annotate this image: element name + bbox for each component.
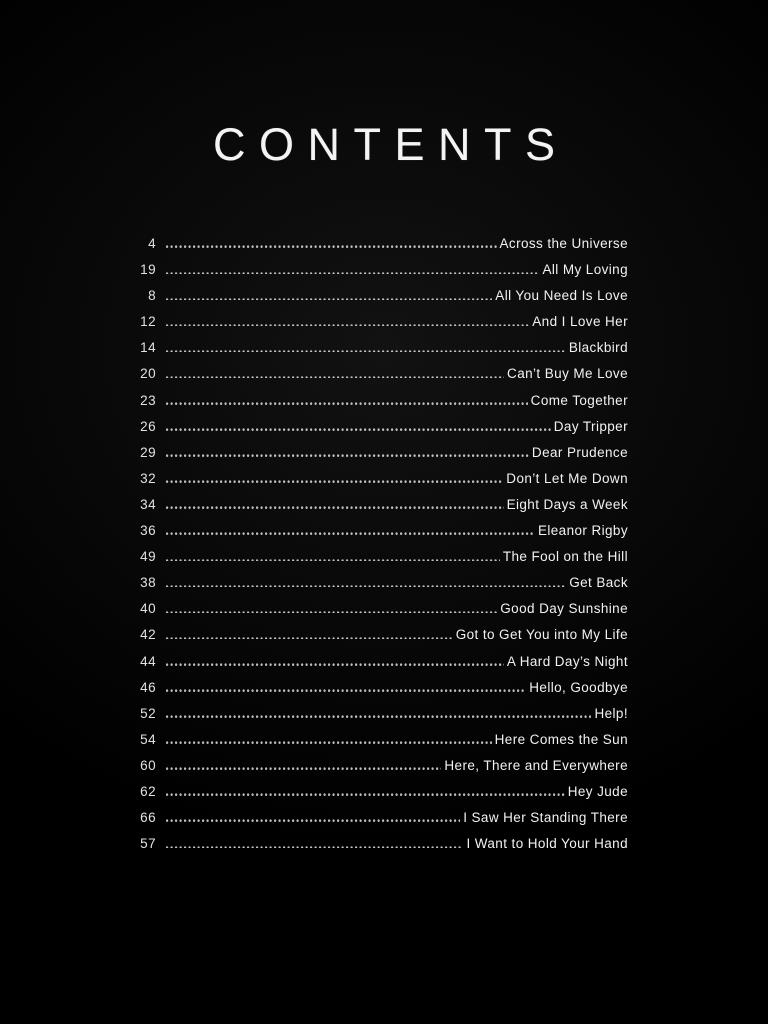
toc-page-number: 12: [140, 314, 156, 330]
dot-leader: [166, 298, 492, 301]
song-title: Don’t Let Me Down: [506, 470, 628, 486]
contents-title: CONTENTS: [213, 119, 569, 170]
toc-row: [130, 283, 628, 309]
dot-leader: [166, 402, 528, 405]
song-title: Eleanor Rigby: [537, 523, 628, 539]
toc-row: [130, 753, 628, 779]
song-title: Across the Universe: [499, 236, 628, 251]
song-title: All You Need Is Love: [495, 288, 628, 304]
dot-leader: [166, 428, 551, 431]
dot-leader: [166, 532, 535, 535]
dot-leader: [166, 585, 566, 588]
toc-page-number: 49: [140, 549, 156, 565]
dot-leader: [166, 324, 529, 327]
dot-leader: [166, 793, 565, 796]
toc-list: [130, 231, 628, 857]
toc-row: [130, 335, 628, 361]
dot-leader: [166, 846, 463, 849]
song-title: Got to Get You into My Life: [455, 627, 628, 643]
toc-page-number: 36: [140, 523, 156, 539]
dot-leader: [166, 741, 492, 744]
toc-page-number: 52: [140, 705, 156, 721]
song-title: Help!: [594, 705, 628, 721]
toc-page-number: 40: [140, 601, 156, 617]
song-title: All My Loving: [542, 262, 628, 278]
toc-page-number: 57: [140, 836, 156, 852]
dot-leader: [166, 376, 504, 379]
toc-row: [130, 570, 628, 596]
toc-page-number: 26: [140, 418, 156, 434]
toc-row: [130, 518, 628, 544]
toc-row: [130, 231, 628, 257]
dot-leader: [166, 350, 566, 353]
song-title: A Hard Day’s Night: [506, 653, 628, 669]
toc-page-number: 60: [140, 757, 156, 773]
toc-row: [130, 440, 628, 466]
toc-row: [130, 466, 628, 492]
dot-leader: [166, 689, 526, 692]
dot-leader: [166, 506, 504, 509]
dot-leader: [166, 559, 500, 562]
dot-leader: [166, 715, 591, 718]
dot-leader: [166, 767, 441, 770]
toc-page-number: 8: [148, 288, 156, 304]
toc-page-number: 23: [140, 392, 156, 408]
toc-page-number: 32: [140, 470, 156, 486]
toc-row: [130, 492, 628, 518]
toc-page-number: 44: [140, 653, 156, 669]
toc-row: [130, 779, 628, 805]
dot-leader: [166, 454, 529, 457]
toc-row: [130, 257, 628, 283]
toc-row: [130, 727, 628, 753]
toc-page-number: 4: [148, 236, 156, 251]
toc-row: [130, 675, 628, 701]
dot-leader: [166, 611, 497, 614]
toc-row: [130, 622, 628, 648]
toc-page-number: 54: [140, 731, 156, 747]
song-title: And I Love Her: [532, 314, 628, 330]
toc-page-number: 29: [140, 444, 156, 460]
toc-row: [130, 388, 628, 414]
song-title: The Fool on the Hill: [502, 549, 628, 565]
song-title: Get Back: [569, 575, 628, 591]
toc-row: [130, 361, 628, 387]
dot-leader: [166, 663, 504, 666]
dot-leader: [166, 245, 497, 248]
toc-page-number: 46: [140, 679, 156, 695]
song-title: Here Comes the Sun: [494, 731, 628, 747]
dot-leader: [166, 480, 503, 483]
song-title: Can’t Buy Me Love: [507, 366, 628, 382]
song-title: Eight Days a Week: [506, 496, 628, 512]
toc-page-number: 62: [140, 783, 156, 799]
toc-page-number: 38: [140, 575, 156, 591]
dot-leader: [166, 819, 460, 822]
toc-row: [130, 831, 628, 857]
dot-leader: [166, 272, 539, 275]
song-title: Here, There and Everywhere: [444, 757, 628, 773]
song-title: I Saw Her Standing There: [463, 810, 628, 826]
toc-page-number: 42: [140, 627, 156, 643]
toc-page-number: 14: [140, 340, 156, 356]
toc-row: [130, 596, 628, 622]
toc-row: [130, 414, 628, 440]
toc-row: [130, 649, 628, 675]
toc-row: [130, 805, 628, 831]
song-title: Blackbird: [568, 340, 628, 356]
toc-page-number: 19: [140, 262, 156, 278]
song-title: Good Day Sunshine: [500, 601, 628, 617]
toc-page-number: 66: [140, 810, 156, 826]
toc-row: [130, 309, 628, 335]
toc-row: [130, 544, 628, 570]
toc-page-number: 20: [140, 366, 156, 382]
song-title: Hello, Goodbye: [529, 679, 628, 695]
toc-page-number: 34: [140, 496, 156, 512]
toc-row: [130, 701, 628, 727]
song-title: Come Together: [530, 392, 628, 408]
dot-leader: [166, 637, 453, 640]
song-title: Dear Prudence: [531, 444, 628, 460]
song-title: Day Tripper: [553, 418, 628, 434]
song-title: Hey Jude: [567, 783, 628, 799]
song-title: I Want to Hold Your Hand: [466, 836, 628, 852]
